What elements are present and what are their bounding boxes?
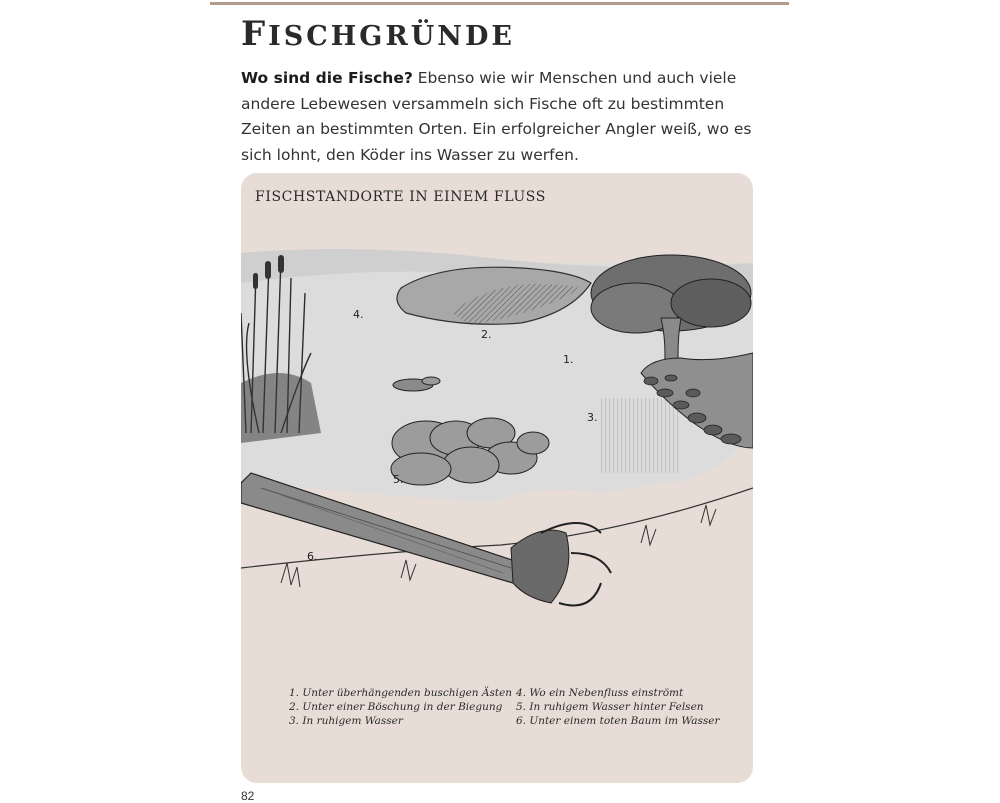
top-rule [210,2,789,5]
legend-item: 1. Unter überhängenden buschigen Ästen [289,687,513,699]
legend-item: 6. Unter einem toten Baum im Wasser [516,715,720,727]
marker-2: 2. [481,328,492,341]
marker-4: 4. [353,308,364,321]
marker-3: 3. [587,411,598,424]
legend-column-right [516,686,720,728]
figure-title: FISCHSTANDORTE IN EINEM FLUSS [255,189,546,205]
title-initial: F [241,14,269,54]
legend-column-left [289,686,512,728]
legend-item: 3. In ruhigem Wasser [289,715,403,727]
intro-paragraph [241,66,761,168]
intro-lead: Wo sind die Fische? [241,69,413,87]
marker-1: 1. [563,353,574,366]
title-rest: ISCHGRÜNDE [268,21,515,52]
intro-text: Ebenso wie wir Menschen und auch viele andere Lebewesen versammeln sich Fische oft zu bestimmten Zeiten an bestimmten Orten. Ein erfolgreicher Angler weiß, wo es sich lohnt, den Köder ins Wasser zu werfen. [241,69,752,164]
figure-panel [241,173,753,783]
marker-6: 6. [307,550,318,563]
page-title [241,14,515,54]
marker-5: 5. [393,473,404,486]
river-illustration [241,233,753,633]
legend-item: 5. In ruhigem Wasser hinter Felsen [516,701,704,713]
legend-item: 4. Wo ein Nebenfluss einströmt [516,687,684,699]
page-number: 82 [241,789,255,803]
legend-item: 2. Unter einer Böschung in der Biegung [289,701,503,713]
